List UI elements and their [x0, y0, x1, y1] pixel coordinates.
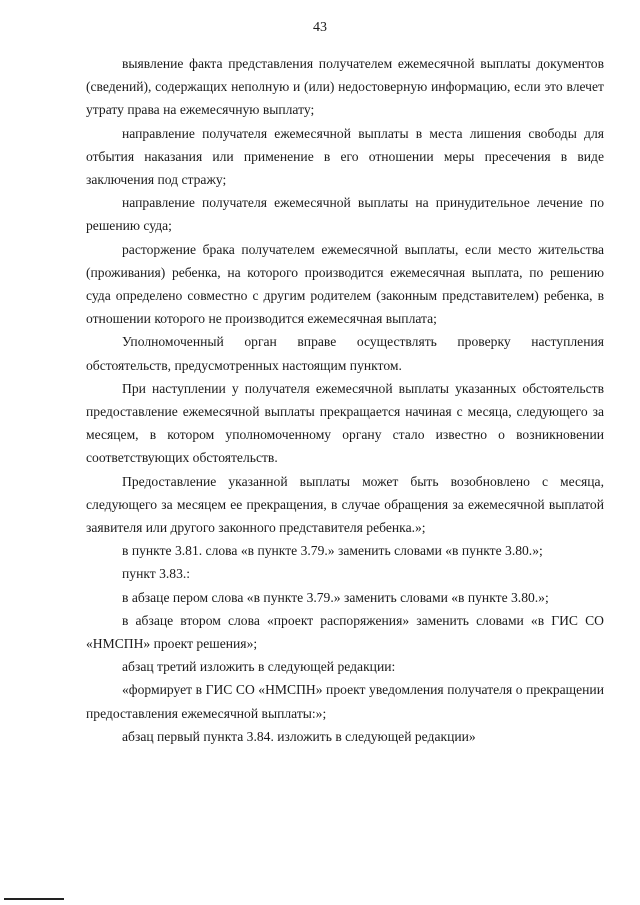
paragraph-14: абзац первый пункта 3.84. изложить в следующей редакции»: [122, 728, 476, 744]
paragraph-12: абзац третий изложить в следующей редакции:: [122, 659, 396, 675]
page-number: 43: [313, 20, 327, 35]
footer-rule: [4, 898, 64, 900]
paragraph-11: в абзаце втором слова «проект распоряжения» заменить словами «в ГИС СО «НМСПН» проект решения»;: [86, 612, 604, 652]
paragraph-6: При наступлении у получателя ежемесячной выплаты указанных обстоятельств предоставление ежемесячной выплаты прекращается начиная с месяца, следующего за месяцем, в котором уполномоченному органу стало известно о возникновении соответствующих обстоятельств.: [86, 380, 604, 466]
paragraph-13: «формирует в ГИС СО «НМСПН» проект уведомления получателя о прекращении предоставления ежемесячной выплаты:»;: [86, 682, 604, 721]
paragraph-2: направление получателя ежемесячной выплаты в места лишения свободы для отбытия наказания или применение в его отношении меры пресечения в виде заключения под стражу;: [86, 125, 604, 188]
paragraph-10: в абзаце пером слова «в пункте 3.79.» заменить словами «в пункте 3.80.»;: [122, 589, 549, 605]
paragraph-4: расторжение брака получателем ежемесячной выплаты, если место жительства (проживания) ребенка, на которого производится ежемесячная выплата, по решению суда определено совместно с другим родителем (законным представителем) ребенка, в отношении которого не производится ежемесячная выплата;: [86, 241, 604, 327]
paragraph-5: Уполномоченный орган вправе осуществлять проверку наступления обстоятельств, предусмотренных настоящим пунктом.: [86, 334, 604, 373]
paragraph-7: Предоставление указанной выплаты может быть возобновлено с месяца, следующего за месяцем ее прекращения, в случае обращения за ежемесячной выплатой заявителя или другого законного представителя ребенка.»;: [86, 473, 604, 536]
paragraph-9: пункт 3.83.:: [122, 566, 191, 582]
paragraph-8: в пункте 3.81. слова «в пункте 3.79.» заменить словами «в пункте 3.80.»;: [122, 543, 543, 559]
paragraph-1: выявление факта представления получателем ежемесячной выплаты документов (сведений), содержащих неполную и (или) недостоверную информацию, если это влечет утрату права на ежемесячную выплату;: [86, 56, 604, 118]
document-body: [86, 52, 604, 748]
paragraph-3: направление получателя ежемесячной выплаты на принудительное лечение по решению суда;: [86, 195, 604, 234]
